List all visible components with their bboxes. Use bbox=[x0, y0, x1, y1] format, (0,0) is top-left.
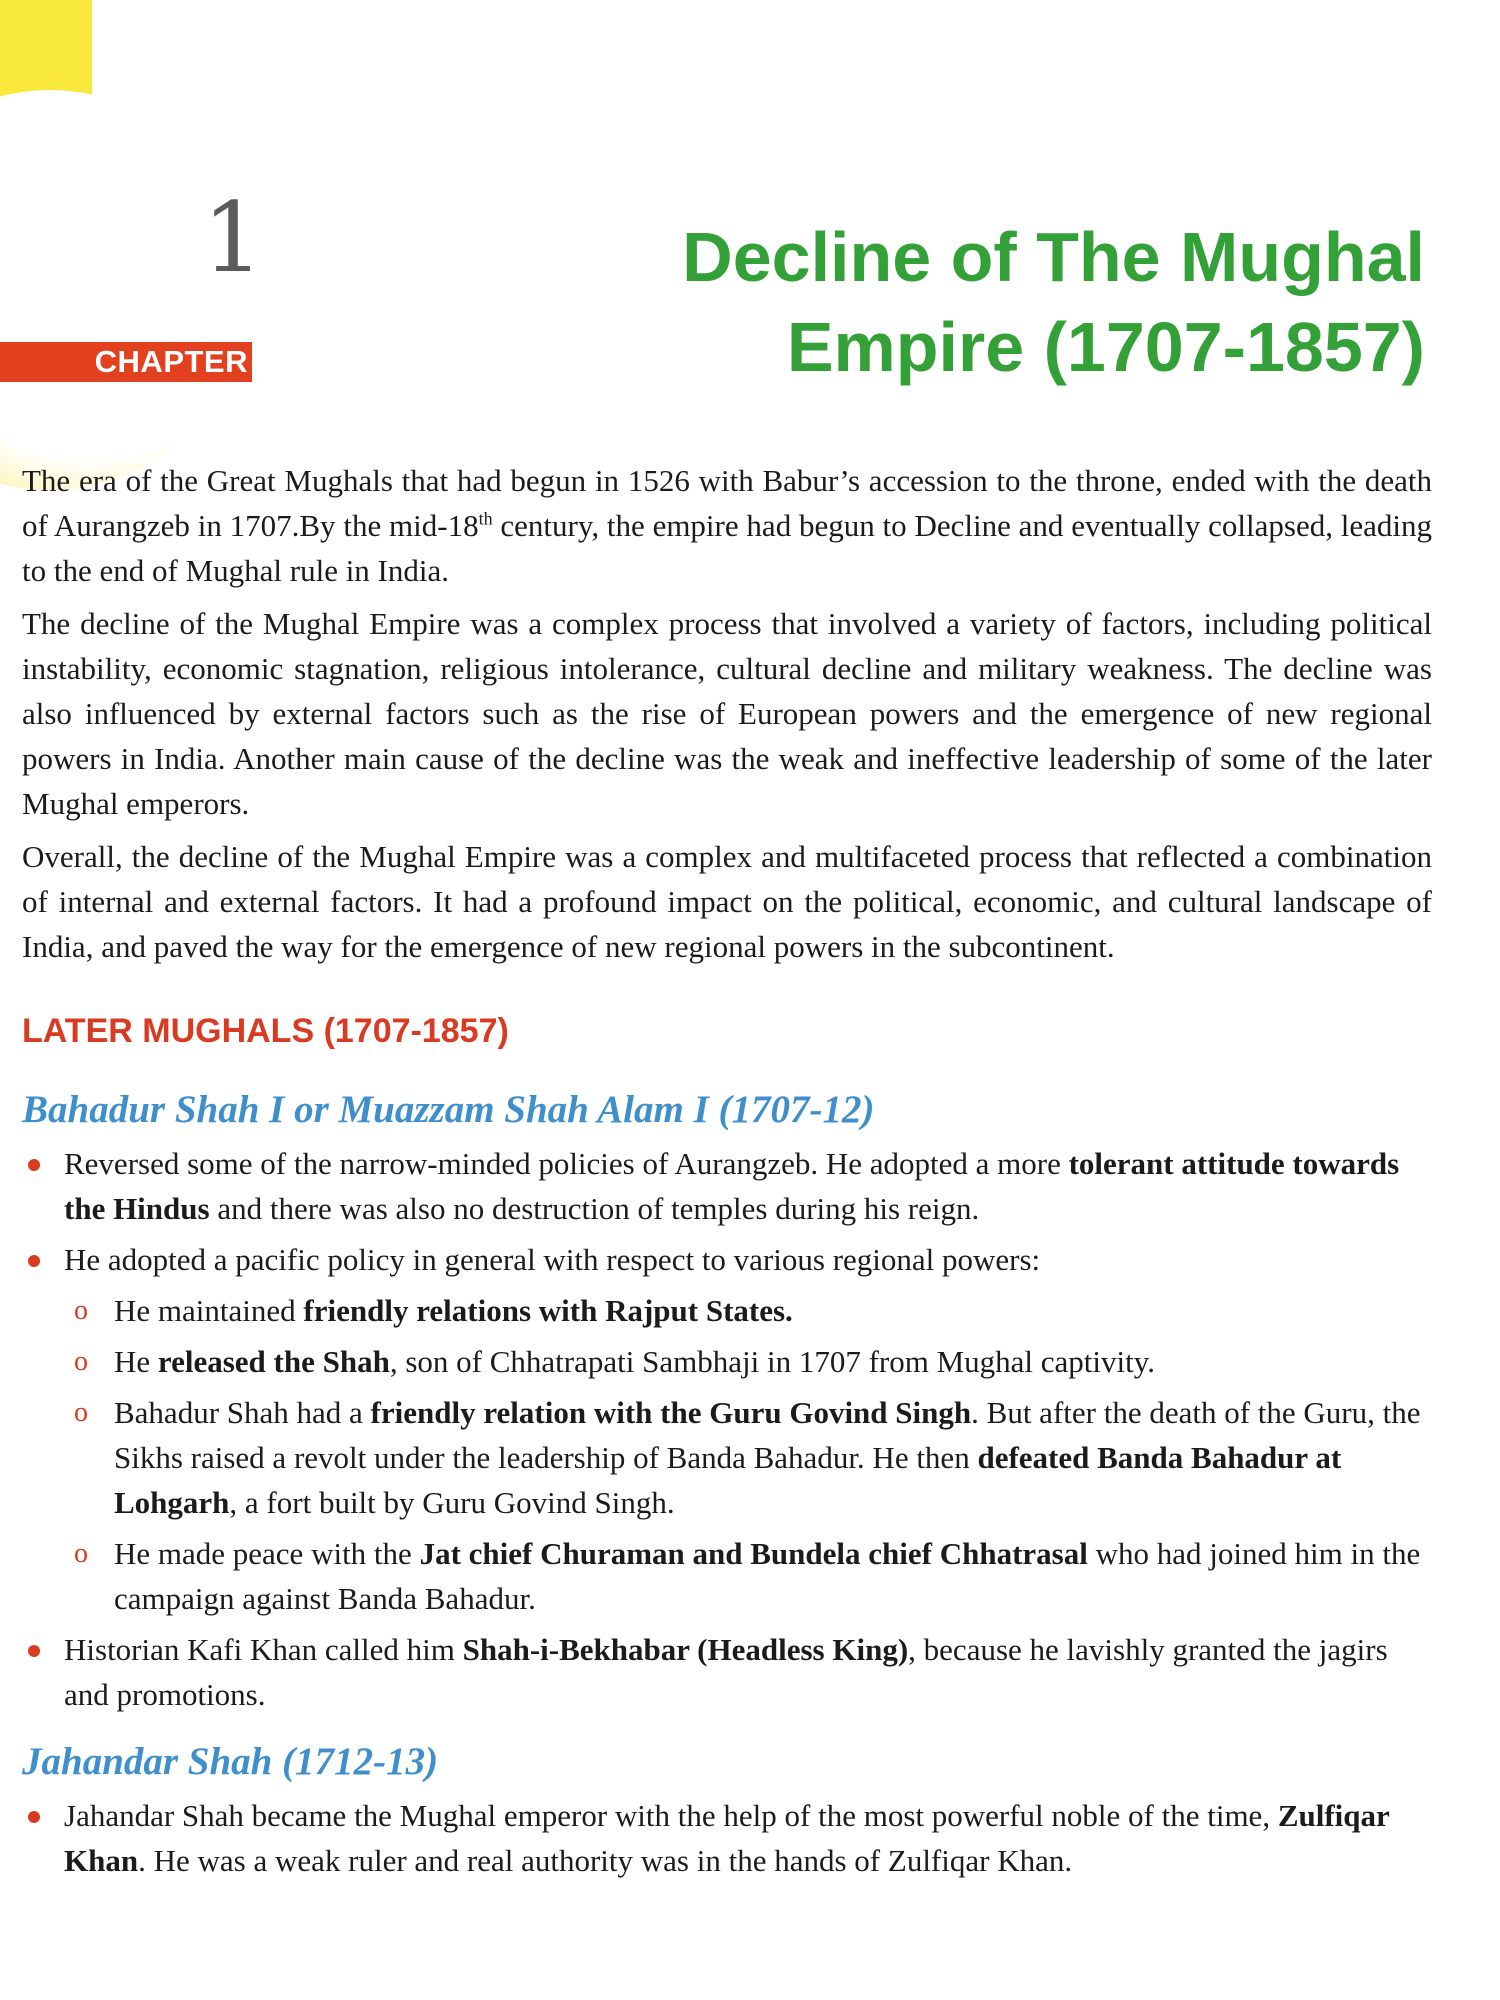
item-text: , because he lavishly granted the jagirs and promotions. bbox=[64, 1632, 1388, 1712]
jahandar-shah-points bbox=[22, 1793, 1432, 1883]
page-content bbox=[22, 458, 1432, 1901]
item-bold-text: Zulfiqar Khan bbox=[64, 1798, 1390, 1878]
item-text: Reversed some of the narrow-minded policies of Aurangzeb. He adopted a more bbox=[64, 1146, 1069, 1181]
item-text: , a fort built by Guru Govind Singh. bbox=[229, 1485, 675, 1520]
item-text: He maintained bbox=[114, 1293, 304, 1328]
item-bold-text: friendly relations with Rajput States. bbox=[303, 1293, 793, 1328]
item-text: . But after the death of the Guru, the Sikhs raised a revolt under the leadership of Banda Bahadur. He then bbox=[114, 1395, 1421, 1475]
ruler-heading-bahadur-shah: Bahadur Shah I or Muazzam Shah Alam I (1707-12) bbox=[22, 1088, 875, 1131]
sub-list-item bbox=[64, 1288, 1432, 1333]
item-text: He made peace with the bbox=[114, 1536, 420, 1571]
chapter-title bbox=[525, 212, 1425, 392]
intro-p1-text-b: century, the empire had begun to Decline and eventually collapsed, leading to the end of Mughal rule in India. bbox=[22, 508, 1433, 588]
intro-p1-text-a: The era of the Great Mughals that had begun in 1526 with Babur’s accession to the throne, ended with the death of Aurangzeb in 1707.By the mid-18 bbox=[22, 463, 1432, 543]
section-heading-later-mughals: LATER MUGHALS (1707-1857) bbox=[22, 1012, 509, 1050]
chapter-title-line-2: Empire (1707-1857) bbox=[786, 308, 1425, 386]
item-bold-text: friendly relation with the Guru Govind Singh bbox=[370, 1395, 972, 1430]
list-item bbox=[22, 1237, 1432, 1621]
ruler-heading-jahandar-shah: Jahandar Shah (1712-13) bbox=[22, 1740, 439, 1783]
item-text: Bahadur Shah had a bbox=[114, 1395, 371, 1430]
chapter-label: CHAPTER bbox=[0, 342, 252, 382]
item-bold-text: released the Shah bbox=[157, 1344, 390, 1379]
item-text: and there was also no destruction of temples during his reign. bbox=[209, 1191, 980, 1226]
intro-p1-superscript: th bbox=[478, 508, 493, 529]
intro-paragraph-1 bbox=[22, 458, 1432, 593]
intro-paragraph-2: The decline of the Mughal Empire was a complex process that involved a variety of factors, including political instability, economic stagnation, religious intolerance, cultural decline and military weakness. The decline was also influenced by external factors such as the rise of European powers and the emergence of new regional powers in India. Another main cause of the decline was the weak and ineffective leadership of some of the later Mughal emperors. bbox=[22, 606, 1432, 821]
intro-paragraph-3: Overall, the decline of the Mughal Empire was a complex and multifaceted process that reflected a combination of internal and external factors. It had a profound impact on the political, economic, and cultural landscape of India, and paved the way for the emergence of new regional powers in the subcontinent. bbox=[22, 839, 1432, 964]
item-bold-text: Shah-i-Bekhabar (Headless King) bbox=[462, 1632, 909, 1667]
item-text: Jahandar Shah became the Mughal emperor with the help of the most powerful noble of the time, bbox=[64, 1798, 1278, 1833]
regional-policy-subpoints bbox=[64, 1288, 1432, 1621]
sub-list-item bbox=[64, 1339, 1432, 1384]
item-bold-text: tolerant attitude towards the Hindus bbox=[64, 1146, 1400, 1226]
sub-list-item bbox=[64, 1531, 1432, 1621]
bahadur-shah-points bbox=[22, 1141, 1432, 1717]
item-text: who had joined him in the campaign against Banda Bahadur. bbox=[114, 1536, 1421, 1616]
item-text: , son of Chhatrapati Sambhaji in 1707 from Mughal captivity. bbox=[389, 1344, 1155, 1379]
list-item bbox=[22, 1141, 1432, 1231]
item-text: Historian Kafi Khan called him bbox=[64, 1632, 463, 1667]
item-text: He adopted a pacific policy in general with respect to various regional powers: bbox=[64, 1242, 1041, 1277]
item-bold-text: Jat chief Churaman and Bundela chief Chhatrasal bbox=[419, 1536, 1088, 1571]
item-text: . He was a weak ruler and real authority was in the hands of Zulfiqar Khan. bbox=[138, 1843, 1073, 1878]
list-item bbox=[22, 1793, 1432, 1883]
item-text: He bbox=[114, 1344, 158, 1379]
chapter-title-line-1: Decline of The Mughal bbox=[682, 218, 1425, 296]
chapter-number: 1 bbox=[202, 182, 264, 294]
sub-list-item bbox=[64, 1390, 1432, 1525]
item-bold-text: defeated Banda Bahadur at Lohgarh bbox=[114, 1440, 1342, 1520]
list-item bbox=[22, 1627, 1432, 1717]
